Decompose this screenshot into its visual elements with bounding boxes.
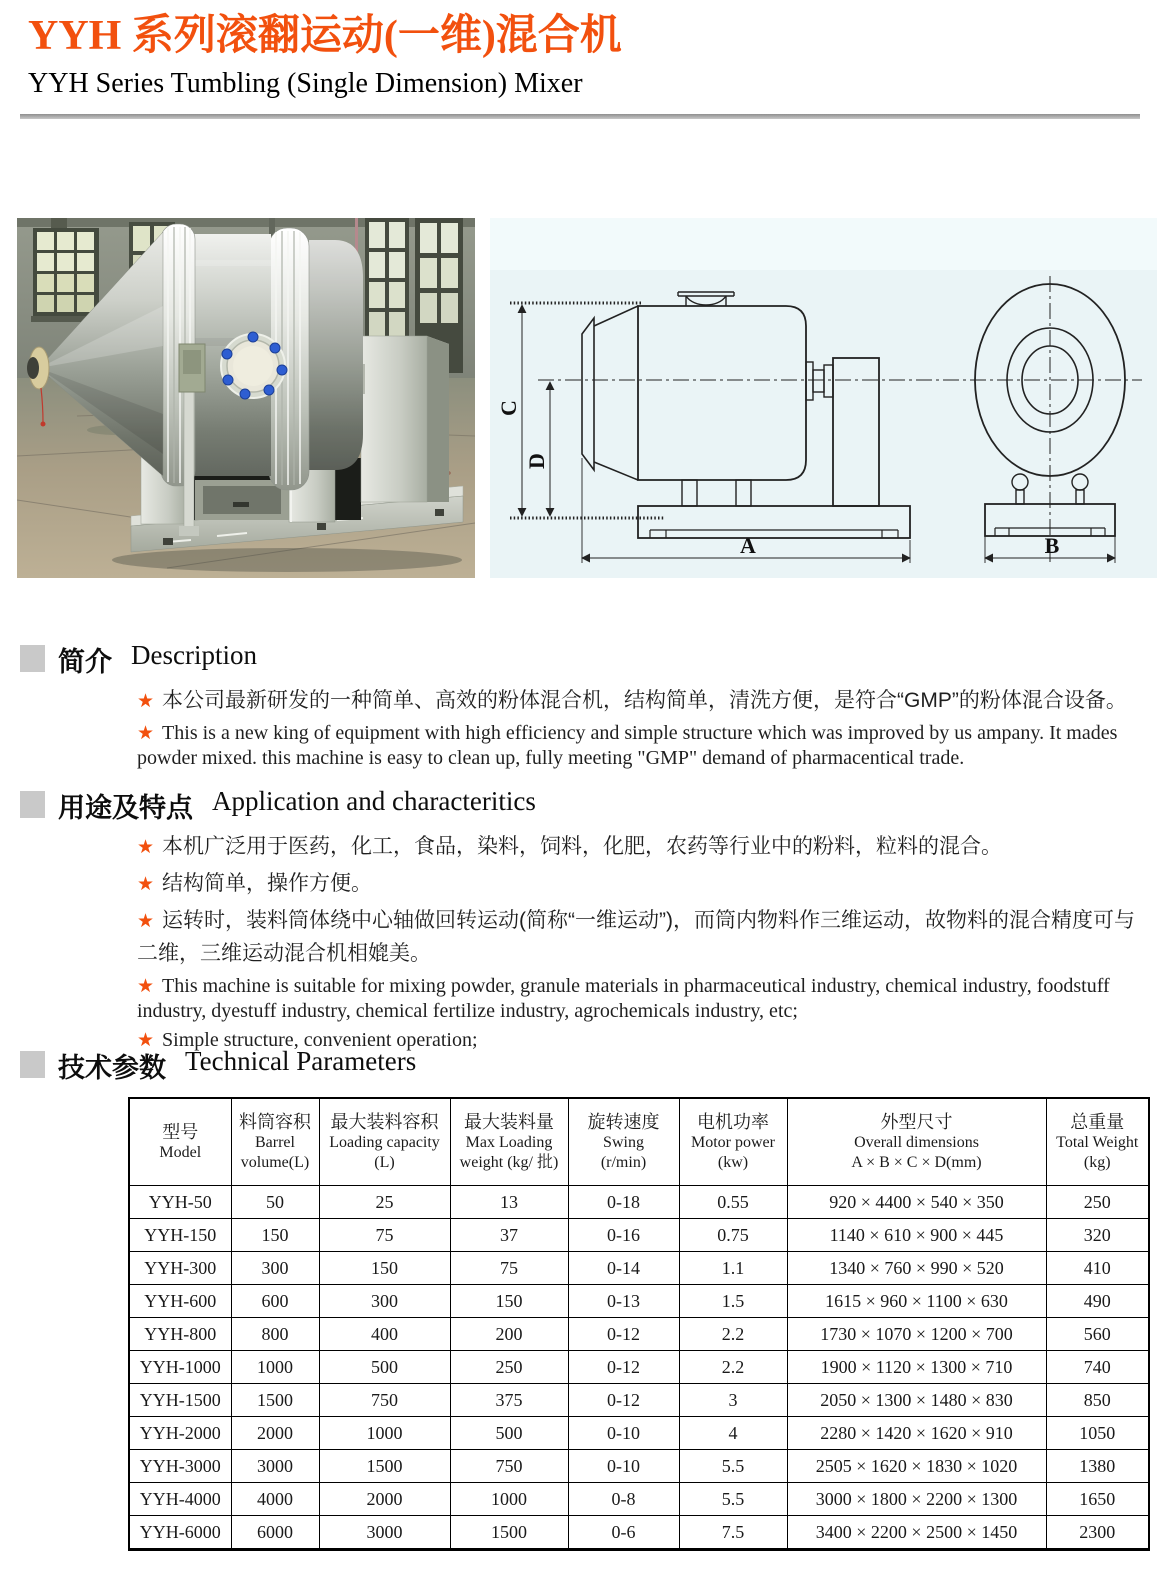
column-header <box>568 1098 679 1186</box>
dimension-drawing <box>490 218 1157 578</box>
table-cell: 2.2 <box>679 1318 787 1351</box>
table-cell: 300 <box>319 1285 450 1318</box>
column-header <box>450 1098 568 1186</box>
table-row <box>129 1417 1149 1450</box>
factory-window-left <box>31 228 101 322</box>
column-header <box>129 1098 231 1186</box>
table-cell: 750 <box>450 1450 568 1483</box>
table-cell: 410 <box>1046 1252 1149 1285</box>
table-cell: 75 <box>319 1219 450 1252</box>
table-cell: 560 <box>1046 1318 1149 1351</box>
table-cell: 320 <box>1046 1219 1149 1252</box>
star-bullet-icon: ★ <box>137 1030 155 1051</box>
bullet-item <box>137 686 1137 717</box>
table-cell: 600 <box>231 1285 319 1318</box>
table-cell: 3400 × 2200 × 2500 × 1450 <box>787 1516 1046 1550</box>
table-cell: 4000 <box>231 1483 319 1516</box>
star-bullet-icon: ★ <box>137 837 155 858</box>
table-cell: 4 <box>679 1417 787 1450</box>
table-cell: 3000 × 1800 × 2200 × 1300 <box>787 1483 1046 1516</box>
table-cell: YYH-600 <box>129 1285 231 1318</box>
table-cell: 0.55 <box>679 1186 787 1219</box>
application-bullets <box>137 831 1137 1057</box>
table-cell: 0-10 <box>568 1450 679 1483</box>
column-header-en: Model <box>159 1144 202 1161</box>
dim-label-d: D <box>524 453 549 469</box>
mixer-dimension-drawing <box>490 218 1157 578</box>
table-cell: 1900 × 1120 × 1300 × 710 <box>787 1351 1046 1384</box>
table-cell: 150 <box>319 1252 450 1285</box>
bullet-text: 本机广泛用于医药，化工，食品，染料，饲料，化肥，农药等行业中的粉料，粒料的混合。 <box>162 835 1003 858</box>
table-cell: YYH-2000 <box>129 1417 231 1450</box>
support-arm <box>184 386 194 532</box>
dim-label-b: B <box>1044 533 1060 558</box>
table-cell: 200 <box>450 1318 568 1351</box>
table-row <box>129 1384 1149 1417</box>
table-row <box>129 1450 1149 1483</box>
column-header <box>319 1098 450 1186</box>
table-cell: 7.5 <box>679 1516 787 1550</box>
table-cell: 1.1 <box>679 1252 787 1285</box>
star-bullet-icon: ★ <box>137 723 155 744</box>
table-cell: YYH-1500 <box>129 1384 231 1417</box>
column-header <box>1046 1098 1149 1186</box>
table-cell: 150 <box>450 1285 568 1318</box>
bullet-text: This is a new king of equipment with high efficiency and simple structure which was improved by us ampany. It mades powder mixed. this machine is easy to clean up, fully meeting "GMP" demand of pharmacentical trade. <box>137 722 1118 769</box>
bullet-text: 结构简单，操作方便。 <box>162 872 373 895</box>
section-heading-en: Description <box>131 640 257 670</box>
table-cell: 1500 <box>231 1384 319 1417</box>
column-header-unit: (kw) <box>717 1154 749 1171</box>
table-cell: 0-6 <box>568 1516 679 1550</box>
description-bullets <box>137 686 1137 775</box>
section-marker-icon <box>20 1051 45 1078</box>
table-cell: 0-12 <box>568 1318 679 1351</box>
table-cell: 500 <box>319 1351 450 1384</box>
table-cell: 2505 × 1620 × 1830 × 1020 <box>787 1450 1046 1483</box>
bullet-item <box>137 868 1137 901</box>
table-cell: 375 <box>450 1384 568 1417</box>
column-header-zh: 外型尺寸 <box>880 1112 953 1132</box>
section-heading-parameters <box>20 1046 416 1085</box>
bullet-item <box>137 905 1137 970</box>
section-heading-zh: 用途及特点 <box>58 793 193 823</box>
table-cell: YYH-3000 <box>129 1450 231 1483</box>
section-heading-zh: 技术参数 <box>58 1053 166 1083</box>
bullet-item <box>137 831 1137 864</box>
table-cell: 1140 × 610 × 900 × 445 <box>787 1219 1046 1252</box>
table-cell: YYH-300 <box>129 1252 231 1285</box>
column-header-unit: weight (kg/ 批) <box>459 1154 559 1171</box>
table-cell: 1000 <box>319 1417 450 1450</box>
table-cell: 5.5 <box>679 1483 787 1516</box>
table-cell: 1340 × 760 × 990 × 520 <box>787 1252 1046 1285</box>
table-cell: 300 <box>231 1252 319 1285</box>
table-cell: 800 <box>231 1318 319 1351</box>
dim-label-a: A <box>740 533 756 558</box>
column-header-en: Swing <box>603 1134 644 1151</box>
machine-shadow <box>112 548 462 572</box>
column-header-en: Loading capacity <box>329 1134 440 1151</box>
table-cell: 920 × 4400 × 540 × 350 <box>787 1186 1046 1219</box>
table-cell: 50 <box>231 1186 319 1219</box>
star-bullet-icon: ★ <box>137 691 155 712</box>
column-header-en: Max Loading <box>465 1134 553 1151</box>
table-cell: 500 <box>450 1417 568 1450</box>
table-cell: YYH-150 <box>129 1219 231 1252</box>
table-cell: YYH-6000 <box>129 1516 231 1550</box>
table-row <box>129 1318 1149 1351</box>
table-cell: YYH-4000 <box>129 1483 231 1516</box>
mixer-photo-illustration <box>17 218 475 578</box>
table-cell: 1730 × 1070 × 1200 × 700 <box>787 1318 1046 1351</box>
divider <box>20 114 1140 119</box>
column-header-unit: A × B × C × D(mm) <box>851 1154 982 1171</box>
table-cell: 150 <box>231 1219 319 1252</box>
table-cell: 250 <box>450 1351 568 1384</box>
table-cell: 1000 <box>231 1351 319 1384</box>
table-cell: 1.5 <box>679 1285 787 1318</box>
table-cell: 0-16 <box>568 1219 679 1252</box>
table-cell: 3000 <box>319 1516 450 1550</box>
technical-parameters-table <box>128 1097 1150 1551</box>
table-cell: 400 <box>319 1318 450 1351</box>
column-header-en: Overall dimensions <box>854 1134 979 1151</box>
table-cell: 1380 <box>1046 1450 1149 1483</box>
table-cell: YYH-800 <box>129 1318 231 1351</box>
table-cell: 750 <box>319 1384 450 1417</box>
table-cell: 1000 <box>450 1483 568 1516</box>
table-cell: 0-10 <box>568 1417 679 1450</box>
column-header-en: Total Weight <box>1056 1134 1139 1151</box>
column-header-zh: 料筒容积 <box>239 1112 311 1132</box>
dim-label-c: C <box>496 400 521 416</box>
column-header-en: Motor power <box>691 1134 775 1151</box>
table-cell: 0-18 <box>568 1186 679 1219</box>
table-cell: 3 <box>679 1384 787 1417</box>
column-header-zh: 型号 <box>162 1122 199 1142</box>
table-cell: 2280 × 1420 × 1620 × 910 <box>787 1417 1046 1450</box>
table-cell: 2000 <box>319 1483 450 1516</box>
table-header-row <box>129 1098 1149 1186</box>
table-cell: 3000 <box>231 1450 319 1483</box>
table-cell: 0.75 <box>679 1219 787 1252</box>
bullet-text: Simple structure, convenient operation; <box>162 1029 478 1051</box>
table-cell: 0-14 <box>568 1252 679 1285</box>
table-cell: 1500 <box>450 1516 568 1550</box>
table-row <box>129 1516 1149 1550</box>
section-marker-icon <box>20 645 45 672</box>
star-bullet-icon: ★ <box>137 911 155 932</box>
table-row <box>129 1219 1149 1252</box>
table-row <box>129 1285 1149 1318</box>
table-row <box>129 1252 1149 1285</box>
table-cell: 0-12 <box>568 1384 679 1417</box>
table-cell: 6000 <box>231 1516 319 1550</box>
bullet-item <box>137 974 1137 1024</box>
bullet-text: 运转时，装料筒体绕中心轴做回转运动(简称“一维运动”)，而筒内物料作三维运动，故物料的混合精度可与二维，三维运动混合机相媲美。 <box>137 909 1136 965</box>
table-cell: 37 <box>450 1219 568 1252</box>
table-cell: 2300 <box>1046 1516 1149 1550</box>
section-marker-icon <box>20 791 45 818</box>
column-header-zh: 最大装料量 <box>464 1112 554 1132</box>
section-heading-en: Application and characteritics <box>212 786 536 816</box>
column-header-unit: (r/min) <box>600 1154 647 1171</box>
table-cell: 25 <box>319 1186 450 1219</box>
column-header <box>231 1098 319 1186</box>
section-heading-description <box>20 640 257 679</box>
table-cell: 740 <box>1046 1351 1149 1384</box>
table-row <box>129 1483 1149 1516</box>
table-cell: 490 <box>1046 1285 1149 1318</box>
column-header-unit: volume(L) <box>240 1154 310 1171</box>
bullet-text: This machine is suitable for mixing powder, granule materials in pharmaceutical industry, chemical industry, foodstuff industry, dyestuff industry, chemical fertilize industry, agrochemicals industry, etc; <box>137 975 1110 1022</box>
page-subtitle: YYH Series Tumbling (Single Dimension) Mixer <box>28 68 583 99</box>
table-cell: 250 <box>1046 1186 1149 1219</box>
bullet-text: 本公司最新研发的一种简单、高效的粉体混合机，结构简单，清洗方便，是符合“GMP”的粉体混合设备。 <box>162 689 1127 712</box>
product-photo <box>17 218 475 578</box>
bullet-item <box>137 721 1137 771</box>
table-cell: 13 <box>450 1186 568 1219</box>
table-cell: 2000 <box>231 1417 319 1450</box>
column-header-zh: 最大装料容积 <box>330 1112 439 1132</box>
column-header-zh: 电机功率 <box>697 1112 769 1132</box>
star-bullet-icon: ★ <box>137 976 155 997</box>
table-cell: 1615 × 960 × 1100 × 630 <box>787 1285 1046 1318</box>
page-title: YYH 系列滚翻运动(一维)混合机 <box>28 13 622 59</box>
column-header-zh: 总重量 <box>1070 1112 1125 1132</box>
drawing-background <box>490 218 1157 578</box>
column-header <box>787 1098 1046 1186</box>
table-cell: 75 <box>450 1252 568 1285</box>
drive-pedestal <box>349 336 449 502</box>
table-cell: 0-13 <box>568 1285 679 1318</box>
section-heading-zh: 简介 <box>58 647 112 677</box>
star-bullet-icon: ★ <box>137 874 155 895</box>
table-row <box>129 1351 1149 1384</box>
column-header-unit: (kg) <box>1083 1154 1111 1171</box>
table-cell: YYH-1000 <box>129 1351 231 1384</box>
table-cell: 1650 <box>1046 1483 1149 1516</box>
table-cell: 850 <box>1046 1384 1149 1417</box>
support-arm-foot <box>179 526 199 536</box>
section-heading-application <box>20 786 536 825</box>
table-cell: 5.5 <box>679 1450 787 1483</box>
table-cell: 2050 × 1300 × 1480 × 830 <box>787 1384 1046 1417</box>
table-cell: 2.2 <box>679 1351 787 1384</box>
column-header <box>679 1098 787 1186</box>
table-cell: 0-8 <box>568 1483 679 1516</box>
table-cell: YYH-50 <box>129 1186 231 1219</box>
column-header-unit: (L) <box>374 1154 395 1171</box>
table-row <box>129 1186 1149 1219</box>
table-cell: 0-12 <box>568 1351 679 1384</box>
column-header-en: Barrel <box>255 1134 295 1151</box>
table-cell: 1500 <box>319 1450 450 1483</box>
column-header-zh: 旋转速度 <box>587 1112 660 1132</box>
section-heading-en: Technical Parameters <box>185 1046 417 1076</box>
table-cell: 1050 <box>1046 1417 1149 1450</box>
junction-panel <box>179 344 205 392</box>
